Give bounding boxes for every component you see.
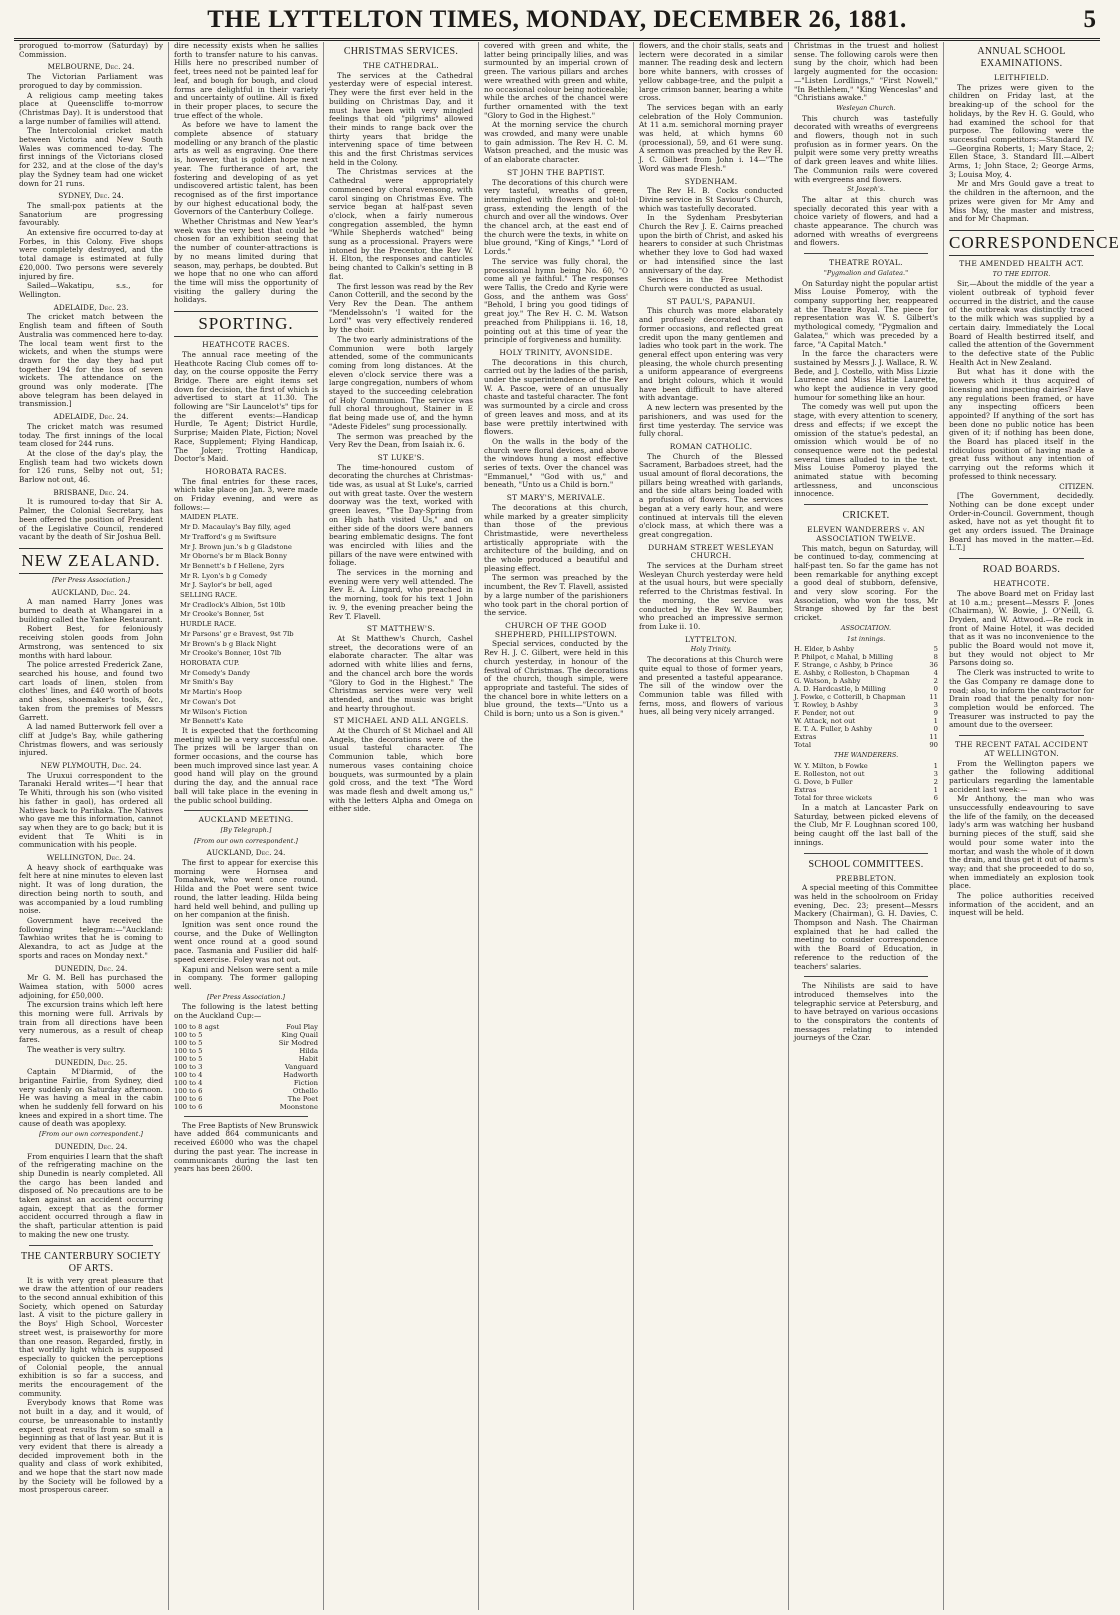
- paragraph: It is expected that the forthcoming meeting will be a very successful one. The prizes will be larger than on former occasions, and the course has been much improved since last year. A good hand will play on the ground during the day, and the annual race ball will take place in the evening in the public school building.: [174, 725, 318, 805]
- column-4: [479, 42, 634, 1610]
- row-value: 2: [933, 778, 938, 786]
- dateline: ADELAIDE, Dec. 24.: [53, 412, 129, 422]
- source-note: [From our own correspondent.]: [194, 836, 298, 845]
- article-heading: HOROBATA RACES.: [205, 466, 287, 476]
- paragraph: In a match at Lancaster Park on Saturday, between picked elevens of the Club, Mr F. Loughnan scored 100, being caught off the last ball of the innings.: [794, 803, 938, 847]
- paragraph: The Intercolonial cricket match between Victoria and New South Wales was commenced to-day. The first innings of the Victorians closed for 232, and at the close of the day's play the Sydney team had one wicket down for 21 runs.: [19, 126, 163, 188]
- row-value: Moonstone: [279, 1102, 318, 1111]
- dateline: DUNEDIN, Dec. 24.: [54, 1141, 128, 1151]
- entry-line: Mr Parsons' gr e Bravest, 9st 7lb: [180, 629, 294, 638]
- row-label: 100 to 3: [174, 1062, 203, 1071]
- paragraph: A religious camp meeting takes place at Queenscliffe to-morrow (Christmas Day). It is understood that a large number of families will attend.: [19, 90, 163, 126]
- paragraph: The Christmas services at the Cathedral were appropriately commenced by choral evensong, with carol singing on Christmas Eve. The service began at half-past seven o'clock, when a fairly numerous congregation assembled, the hymn "While Shepherds watched" being sung as a processional. Prayers were intoned by the Precentor, the Rev W. H. Elton, the responses and canticles being chanted to Calkin's setting in B flat.: [329, 167, 473, 281]
- dateline: DUNEDIN, Dec. 25.: [54, 1057, 128, 1067]
- section-heading: CORRESPONDENCE: [949, 230, 1094, 256]
- divider: [804, 976, 928, 977]
- column-3: [324, 42, 479, 1610]
- row-label: 100 to 5: [174, 1046, 203, 1055]
- table-row: [174, 1047, 318, 1055]
- paragraph: Captain M'Diarmid, of the brigantine Fairlie, from Sydney, died very suddenly on Saturday afternoon. He was having a meal in the cabin when he suddenly fell forward on his knees and expired in a short time. The cause of death was apoplexy.: [19, 1067, 163, 1129]
- entry-line: Mr Brown's b g Black Night: [180, 639, 277, 648]
- source-note: [Per Press Association.]: [207, 992, 285, 1001]
- row-value: 0: [933, 725, 938, 734]
- paragraph: Whether Christmas and New Year's week was the very best that could be chosen for an exhibition seeing that the number of counter-attractions is by no means limited during that season, may, perhaps, be doubted. But we hope that no one who can afford the time will miss the opportunity of visiting the gallery during the holidays.: [174, 217, 318, 305]
- column-2: [169, 42, 324, 1610]
- divider: [959, 558, 1084, 559]
- row-value: 6: [933, 794, 938, 802]
- paragraph: A lad named Butterwork fell over a cliff at Judge's Bay, while gathering Christmas flowers, and was seriously injured.: [19, 722, 163, 758]
- article-heading: THE CATHEDRAL.: [363, 61, 439, 70]
- paragraph: The decorations in this church, carried out by the ladies of the parish, under the superintendence of the Rev W. A. Pascoe, were of an unusually chaste and tasteful character. The font was surmounted by a circle and cross of green leaves and moss, and at its base were prettily intertwined with flowers.: [484, 357, 628, 437]
- entry-line: Mr Wilson's Fiction: [180, 707, 248, 716]
- paragraph: This church was tastefully decorated with wreaths of evergreens and flowers, though not in such profusion as in former years. On the pulpit were some very pretty wreaths of dark green leaves and white lilies. The Communion rails were covered with evergreens and flowers.: [794, 113, 938, 184]
- row-value: 36: [929, 661, 938, 670]
- paragraph: A man named Harry Jones was burned to death at Whangarei in a building called the Yankee Restaurant.: [19, 597, 163, 624]
- paragraph: dire necessity exists when he sallies forth to transfer nature to his canvas. Hills here no prescribed number of feet, trees need not be painted leaf for leaf, and bough for bough, and cloud forms are delightful in their variety and uncertainty of outline. All is fixed in their proper places, to secure the true effect of the whole.: [174, 41, 318, 120]
- article-heading: ELEVEN WANDERERS v. AN ASSOCIATION TWELVE.: [807, 525, 925, 543]
- table-row: [174, 1055, 318, 1063]
- row-label: 100 to 5: [174, 1030, 203, 1039]
- table-row: [794, 725, 938, 733]
- divider: [184, 810, 308, 811]
- divider: [959, 735, 1084, 736]
- paragraph: [The Government, decidedly. Nothing can be done except under Order-in-Council. Government, though asked, have not as yet thought fit to get any orders issued. The Drainage Board has moved in the matter.—Ed. L.T.]: [949, 491, 1094, 553]
- row-label: 100 to 5: [174, 1054, 203, 1063]
- article-heading: PREBBLETON.: [835, 873, 897, 883]
- row-value: 11: [929, 733, 938, 742]
- paragraph: This match, begun on Saturday, will be continued to-day, commencing at half-past ten. So far the game has not been remarkable for anything except a good deal of stubborn, defensive, and very slow scoring. For the Association, who won the toss, Mr Strange showed by far the best cricket.: [794, 543, 938, 623]
- entry-line: Mr J. Brown jun.'s b g Gladstone: [180, 542, 292, 551]
- paragraph: Christmas in the truest and holiest sense. The following carols were then sung by the choir, which had been largely augmented for the occasion:—"Listen Lordlings," "First Nowell," "In Bethlehem," "King Wenceslas" and "Christians awake.": [794, 41, 938, 103]
- paragraph: Mr G. M. Bell has purchased the Waimea station, with 5000 acres adjoining, for £50,000.: [19, 973, 163, 1000]
- entry-line: Mr Cradlock's Albion, 5st 10lb: [180, 600, 286, 609]
- row-label: W. Attack, not out: [794, 717, 856, 726]
- table-row: [794, 778, 938, 786]
- scorecard-table: [794, 645, 938, 749]
- paragraph: Mr Anthony, the man who was unsuccessfully endeavouring to save the life of the family, on the deceased lady's arm was watching her husband burning pieces of the stuff, said she would pour some water into the mortar, and wash the whole of it down the drain, and thus get it out of harm's way; and that she proceeded to do so, when immediately an explosion took place.: [949, 794, 1094, 891]
- article-heading: CHURCH OF THE GOOD SHEPHERD, PHILLIPSTOWN.: [494, 621, 618, 639]
- paragraph: A special meeting of this Committee was held in the schoolroom on Friday evening, Dec. 23; present—Messrs Mackery (Chairman), G. H. Davies, C. Thompson and Nash. The Chairman explained that he had called the meeting to consider correspondence with the Board of Education, in reference to the reduction of the teachers' salaries.: [794, 883, 938, 971]
- dateline: SYDNEY, Dec. 24.: [58, 191, 124, 201]
- article-heading: ST MICHAEL AND ALL ANGELS.: [333, 716, 469, 726]
- row-value: Habit: [298, 1054, 318, 1063]
- row-label: E. Rolleston, not out: [794, 770, 865, 778]
- article-heading: ST MARY'S, MERIVALE.: [506, 493, 606, 503]
- row-label: P. Philpot, c Mahal, b Milling: [794, 653, 894, 662]
- paragraph: Mr and Mrs Gould gave a treat to the children in the afternoon, and the prizes were given for Mr Amy and Miss May, the master and mistress, and for Mr Chapman.: [949, 179, 1094, 224]
- table-row: [794, 701, 938, 709]
- paragraph: At the morning service the church was crowded, and many were unable to gain admission. The Rev H. C. M. Watson preached, and the music was of an elaborate character.: [484, 120, 628, 165]
- paragraph: The Church of the Blessed Sacrament, Barbadoes street, had the usual amount of floral decorations, the pillars being wreathed with garlands, and the side altars being loaded with a profusion of flowers. The services began at a very early hour, and were continued at intervals till the eleven o'clock mass, at which there was a great congregation.: [639, 451, 783, 539]
- paragraph: The time-honoured custom of decorating the churches at Christmas-tide was, as usual at St Luke's, carried out with great taste. Over the western doorway was the text, worked with green leaves, "The Day-Spring from on High hath visited Us," and on either side of the doors were banners bearing emblematic designs. The font was encircled with lilies and the pillars of the nave were entwined with foliage.: [329, 462, 473, 568]
- divider: [184, 1116, 308, 1117]
- table-row: [794, 677, 938, 685]
- paragraph: The Nihilists are said to have introduced themselves into the telegraphic service at Petersburg, and to have betrayed on various occasions to the conspirators the contents of messages relating to intended journeys of the Czar.: [794, 981, 938, 1043]
- table-row: [794, 733, 938, 741]
- row-label: Total for three wickets: [794, 794, 872, 802]
- signature: CITIZEN.: [1059, 481, 1094, 491]
- row-value: Othello: [292, 1086, 318, 1095]
- row-value: Foul Play: [286, 1022, 318, 1031]
- paragraph: The Rev H. B. Cocks conducted Divine service in St Saviour's Church, which was tastefully decorated.: [639, 186, 783, 213]
- subheading: St Joseph's.: [846, 185, 886, 194]
- table-row: [794, 653, 938, 661]
- paragraph: Ignition was sent once round the course, and the Duke of Wellington went once round at a good sound pace. Tasmania and Fusilier did half-speed exercise. Foley was not out.: [174, 919, 318, 964]
- paragraph: The Clerk was instructed to write to the Gas Company re damage done to road; also, to inform the contractor for Drain road that the penalty for non-completion would be enforced. The Treasurer was instructed to pay the amount due to the overseer.: [949, 668, 1094, 730]
- entry-line: HOROBATA CUP.: [180, 659, 240, 667]
- article-heading: LEITHFIELD.: [993, 73, 1049, 82]
- dateline: WELLINGTON, Dec. 24.: [46, 853, 136, 863]
- row-value: King Quail: [281, 1030, 318, 1039]
- paragraph: Government have received the following telegram:—"Auckland: Tawhiao writes that he is coming to Alexandra, to act as Judge at the sports and races on Monday next.": [19, 915, 163, 960]
- paragraph: The two early administrations of the Communion were both largely attended, some of the communicants coming from long distances. At the eleven o'clock service there was a large congregation, numbers of whom stayed to the succeeding celebration of Holy Communion. The service was full choral throughout, Stainer in E flat being made use of, and the hymn "Adeste Fideles" sung processionally.: [329, 334, 473, 431]
- table-row: [174, 1063, 318, 1071]
- paragraph: A heavy shock of earthquake was felt here at nine minutes to eleven last night. It was of long duration, the direction being north to south, and was accompanied by a loud rumbling noise.: [19, 862, 163, 916]
- paragraph: A new lectern was presented by the parishioners, and was used for the first time yesterday. The service was fully choral.: [639, 403, 783, 439]
- table-row: [174, 1039, 318, 1047]
- table-row: [794, 741, 938, 749]
- row-value: 1: [933, 717, 938, 726]
- entry-line: Mr Bennett's Kate: [180, 717, 244, 726]
- table-row: [794, 661, 938, 669]
- row-label: F. Strange, c Ashby, b Prince: [794, 661, 893, 670]
- section-heading: ROAD BOARDS.: [982, 564, 1061, 576]
- paragraph: The service was fully choral, the processional hymn being No. 60, "O come all ye faithful." The responses were Tallis, the Credo and Kyrie were Goss, and the anthem was Goss' "Behold, I bring you good tidings of great joy." The Rev H. C. M. Watson preached from Philippians ii. 16, 18, pointing out at this time of year the principle of forgiveness and humility.: [484, 256, 628, 345]
- row-value: The Poet: [287, 1094, 318, 1103]
- paragraph: Sailed—Wakatipu, s.s., for Wellington.: [19, 281, 163, 299]
- table-row: [794, 762, 938, 770]
- paragraph: The prizes were given to the children on Friday last, at the breaking-up of the school for the holidays, by the Rev H. G. Gould, who had examined the school for that purpose. The following were the successful competitors:—Standard IV.—Georgina Roberts, 1; Mary Stace, 2; Ellen Stace, 3. Standard III.—Albert Arms, 1; John Stace, 2; George Arms, 3; Louisa Moy, 4.: [949, 82, 1094, 179]
- paragraph: The cricket match was resumed today. The first innings of the local team closed for 244 runs.: [19, 421, 163, 449]
- subheading: Wesleyan Church.: [836, 103, 896, 112]
- table-row: [794, 717, 938, 725]
- paragraph: Services in the Free Methodist Church were conducted as usual.: [639, 275, 783, 293]
- section-heading: CRICKET.: [842, 510, 890, 522]
- paragraph: covered with green and white, the latter being principally lilies, and was surmounted by an imperial crown of green. The various pillars and arches were wreathed with green and white, no occasional colour being noticeable; while the arches of the chancel were further ornamented with the text "Glory to God in the Highest.": [484, 41, 628, 120]
- paragraph: Everybody knows that Rome was not built in a day, and it would, of course, be unreasonable to instantly expect great results from so small a beginning as that of last year. But it is very evident that there is already a decided improvement both in the quality and class of work exhibited, and we hope that the start now made by the Society will be followed by a most prosperous career.: [19, 1398, 163, 1495]
- paragraph: The services began with an early celebration of the Holy Communion. At 11 a.m. semichoral morning prayer was held, at which hymns 60 (processional), 59, and 61 were sung. A sermon was preached by the Rev H. J. C. Gilbert from John i. 14—"The Word was made Flesh.": [639, 102, 783, 173]
- row-label: 100 to 6: [174, 1102, 203, 1111]
- table-row: [174, 1079, 318, 1087]
- section-heading: SCHOOL COMMITTEES.: [808, 858, 924, 870]
- paragraph: Robert Best, for feloniously receiving stolen goods from John Armstrong, was sentenced to six months with hard labour.: [19, 624, 163, 660]
- table-row: [174, 1023, 318, 1031]
- dateline: ADELAIDE, Dec. 23.: [53, 302, 129, 312]
- article-heading: DURHAM STREET WESLEYAN CHURCH.: [648, 542, 774, 561]
- dateline: AUCKLAND, Dec. 24.: [51, 587, 131, 597]
- divider: [804, 853, 928, 854]
- article-heading: LYTTELTON.: [684, 634, 738, 644]
- article-heading: HOLY TRINITY, AVONSIDE.: [499, 347, 613, 357]
- paragraph: The first lesson was read by the Rev Canon Cotterill, and the second by the Very Rev the Dean. The anthem "Mendelssohn's 'I waited for the Lord'" was very effectively rendered by the choir.: [329, 281, 473, 335]
- entries-list: [174, 513, 318, 725]
- table-row: [794, 685, 938, 693]
- entry-line: Mr Martin's Hoop: [180, 688, 242, 697]
- page-number: 5: [1083, 6, 1096, 33]
- row-value: Vanguard: [284, 1062, 318, 1071]
- row-value: Hadworth: [283, 1070, 318, 1079]
- paragraph: The annual race meeting of the Heathcote Racing Club comes off to-day, on the course opposite the Ferry Bridge. There are eight items set down for decision, the first of which is advertised to start at 11.30. The following are "Sir Launcelot's" tips for the different events:—Handicap Hurdle, Te Agent; District Hurdle, Surprise; Maiden Plate, Fiction; Novel Race, Supplement; Flying Handicap, The Joker; Trotting Handicap, Doctor's Maid.: [174, 349, 318, 464]
- paragraph: The decorations at this church, while marked by a greater simplicity than those of the previous Christmastide, were nevertheless artistically appropriate with the architecture of the building, and on the whole produced a beautiful and pleasing effect.: [484, 502, 628, 573]
- article-heading: THEATRE ROYAL.: [829, 258, 903, 268]
- entry-line: Mr Crooke's Bonner, 10st 7lb: [180, 649, 282, 658]
- table-row: [794, 709, 938, 717]
- entry-line: Mr Comedy's Dandy: [180, 668, 250, 677]
- table-row: [174, 1071, 318, 1079]
- source-note: [By Telegraph.]: [220, 825, 272, 834]
- article-heading: ST MATTHEW'S.: [366, 624, 436, 634]
- row-value: 8: [933, 653, 938, 662]
- column-6: [789, 42, 944, 1610]
- paragraph: The police arrested Frederick Zane, searched his house, and found two cart loads of linen, stolen from clothes' lines, and £40 worth of boots and shoes, shoemaker's tools, &c., taken from the premises of Messrs Garrett.: [19, 660, 163, 722]
- entry-line: Mr Bennett's b f Hellene, 2yrs: [180, 561, 285, 570]
- row-label: 100 to 8 agst: [174, 1022, 220, 1031]
- paragraph: At St Matthew's Church, Cashel street, the decorations were of an elaborate character. The altar was adorned with white lilies and ferns, and the chancel arch bore the words "Glory to God in the Highest." The Christmas services were very well attended, and the music was bright and hearty throughout.: [329, 634, 473, 713]
- entry-line: SELLING RACE.: [180, 591, 238, 600]
- row-label: E. Ashby, c Rolleston, b Chapman: [794, 669, 910, 678]
- row-label: 100 to 5: [174, 1038, 203, 1047]
- divider: [804, 504, 928, 505]
- row-value: 9: [933, 709, 938, 718]
- paragraph: But what has it done with the powers which it thus acquired of licensing and inspecting dairies? Have any regulations been framed, or have any inspecting officers been appointed? If anything of the sort has been done no public notice has been given of it; if nothing has been done, the Board has placed itself in the ridiculous position of having made a great fuss without any intention of carrying out the reforms which it professed to think necessary.: [949, 367, 1094, 481]
- table-row: [174, 1095, 318, 1103]
- paragraph: This church was more elaborately and profusely decorated than on former occasions, and reflected great credit upon the many gentlemen and ladies who took part in the work. The general effect upon entering was very pleasing, the whole church presenting a uniform appearance of evergreens and bright colours, which it would have been difficult to have altered with advantage.: [639, 306, 783, 403]
- paragraph: The decorations at this Church were quite equal to those of former years, and presented a tasteful appearance. The sill of the window over the Communion table was filled with ferns, moss, and flowers of various hues, all being very nicely arranged.: [639, 655, 783, 717]
- divider: [804, 253, 928, 254]
- paragraph: The Victorian Parliament was prorogued to day by commission.: [19, 72, 163, 90]
- article-heading: HEATHCOTE RACES.: [202, 340, 290, 350]
- paragraph: Kapuni and Nelson were sent a mile in company. The former galloping well.: [174, 964, 318, 991]
- dateline: NEW PLYMOUTH, Dec. 24.: [40, 761, 142, 771]
- entry-line: Mr Smith's Bay: [180, 678, 234, 687]
- row-value: Hilda: [299, 1046, 318, 1055]
- paragraph: The following is the latest betting on the Auckland Cup:—: [174, 1002, 318, 1021]
- row-label: G. Watson, b Ashby: [794, 677, 861, 686]
- column-5: [634, 42, 789, 1610]
- article-heading: ROMAN CATHOLIC.: [669, 441, 753, 451]
- row-value: 5: [933, 645, 938, 654]
- row-label: H. Elder, b Ashby: [794, 645, 855, 654]
- row-value: 2: [933, 677, 938, 686]
- paragraph: The cricket match between the English team and fifteen of South Australia was commenced here to-day. The local team went first to the wickets, and when the stumps were drawn for the day they had put together 194 for the loss of seven wickets. The attendance on the ground was only moderate. [The above telegram has been delayed in transmission.]: [19, 312, 163, 409]
- paragraph: The sermon was preached by the incumbent, the Rev T. Flavell, assisted by a large number of the parishioners who took part in the choral portion of the service.: [484, 573, 628, 618]
- article-heading: ST LUKE'S.: [377, 452, 425, 462]
- row-value: Sir Modred: [278, 1038, 318, 1047]
- article-heading: AUCKLAND MEETING.: [198, 815, 294, 825]
- table-row: [794, 693, 938, 701]
- paragraph: The small-pox patients at the Sanatorium are progressing favourably.: [19, 200, 163, 228]
- paragraph: The above Board met on Friday last at 10 a.m.; present—Messrs F. Jones (Chairman), W. Bowie, J. O'Neill, G. Dryden, and W. Attwood.—Re rock in front of Maine Hotel, it was decided that as it was no inconvenience to the public the Board would not move it, but they would not object to Mr Parsons doing so.: [949, 588, 1094, 668]
- table-row: [174, 1031, 318, 1039]
- row-label: Extras: [794, 733, 817, 742]
- table-row: [794, 645, 938, 653]
- scorecard-heading: ASSOCIATION.: [840, 623, 892, 632]
- row-label: W. Y. Milton, b Fowke: [794, 762, 868, 770]
- paragraph: The Uruxui correspondent to the Taranaki Herald writes—"I hear that Te Whiti, through his son (who visited his father in gaol), has ordered all Natives back to Parihaka. The Natives who gave me this information, cannot say when they are to go back; but it is evident that Te Whiti is in communication with his people.: [19, 770, 163, 850]
- divider: [29, 1245, 153, 1246]
- row-value: 11: [929, 693, 938, 702]
- paragraph: From enquiries I learn that the shaft of the refrigerating machine on the ship Dunedin is nearly completed. All the cargo has been landed and disposed of. No precautions are to be taken against an accident occurring again, except that as the former accident occurred through a flaw in the shaft, particular attention is paid to making the new one trusty.: [19, 1151, 163, 1239]
- article-heading: SYDENHAM.: [684, 176, 738, 186]
- entry-line: Mr R. Lyon's b g Comedy: [180, 571, 268, 580]
- dateline: DUNEDIN, Dec. 24.: [54, 963, 128, 973]
- row-label: 100 to 4: [174, 1078, 203, 1087]
- subheading: Holy Trinity.: [690, 645, 732, 654]
- paragraph: The services at the Cathedral yesterday were of especial interest. They were the first ever held in the building on Christmas Day, and it must have been with very mingled feelings that old "pilgrims" allowed their minds to range back over the thirty years that bridge the intervening space of time between this and the first Christmas services held in the Colony.: [329, 70, 473, 167]
- paragraph: The final entries for these races, which take place on Jan. 3, were made on Friday evening, and were as follows:—: [174, 476, 318, 512]
- source-note: [From our own correspondent.]: [39, 1130, 143, 1139]
- dateline: AUCKLAND, Dec. 24.: [206, 848, 286, 858]
- table-row: [174, 1087, 318, 1095]
- scorecard-subheading: 1st innings.: [846, 634, 886, 643]
- paragraph: The Free Baptists of New Brunswick have added 864 communicants and received £6000 who was the chapel during the past year. The increase in communicants during the last ten years has been 2600.: [174, 1120, 318, 1174]
- row-value: 4: [933, 669, 938, 678]
- paragraph: The first to appear for exercise this morning were Hornsea and Tomahawk, who went once round. Hilda and the Poet were sent twice round, the latter leading. Hilda being hard held well behind, and pulling up on her companion at the finish.: [174, 858, 318, 920]
- paragraph: The police authorities received information of the accident, and an inquest will be held.: [949, 891, 1094, 918]
- paragraph: flowers, and the choir stalls, seats and lectern were decorated in a similar manner. The reading desk and lectern bore white banners, with crosses of yellow cabbage-tree, and the pulpit a large crimson banner, bearing a white cross.: [639, 41, 783, 103]
- paragraph: It is with very great pleasure that we draw the attention of our readers to the second annual exhibition of this Society, which opened on Saturday last. A visit to the picture gallery in the Boys' High School, Worcester street west, is praiseworthy for more than one reason. Regarded, firstly, in that worldly light which is supposed especially to quicken the perceptions of Colonial people, the annual exhibition is so far a success, and merits the encouragement of the community.: [19, 1275, 163, 1398]
- paragraph: At the Church of St Michael and All Angels, the decorations were of the usual tasteful character. The Communion table, which bore numerous vases containing choice bouquets, was surmounted by a plain gold cross, and the text "The Word was made flesh and dwelt among us," with the letters Alpha and Omega on either side.: [329, 726, 473, 814]
- row-label: Extras: [794, 786, 817, 794]
- article-heading: HEATHCOTE.: [993, 579, 1050, 589]
- dateline: BRISBANE, Dec. 24.: [53, 487, 129, 497]
- row-value: 1: [933, 786, 938, 794]
- entry-line: Mr Cowan's Dot: [180, 697, 236, 706]
- row-label: J. Fowke, c Cotterill, b Chapman: [794, 693, 906, 702]
- table-row: [794, 786, 938, 794]
- article-heading: ST PAUL'S, PAPANUI.: [666, 296, 756, 306]
- row-label: T. Rowley, b Ashby: [794, 701, 858, 710]
- paragraph: The comedy was well put upon the stage, with every attention to scenery, dress and effects; if we except the omission of the statue's pedestal, an omission which would be of no consequence were not the pedestal several times alluded to in the text. Miss Louise Pomeroy played the animated statue with becoming artlessness, and unconscious innocence.: [794, 402, 938, 499]
- paragraph: An extensive fire occurred to-day at Forbes, in this Colony. Five shops were completely destroyed, and the total damage is estimated at fully £20,000. Two persons were severely injured by fire.: [19, 228, 163, 281]
- article-heading: THE AMENDED HEALTH ACT.: [959, 258, 1084, 268]
- entry-line: Mr Trafford's g m Swiftsure: [180, 532, 277, 541]
- article-heading: THE RECENT FATAL ACCIDENT AT WELLINGTON.: [954, 740, 1089, 758]
- row-value: 1: [933, 762, 938, 770]
- entry-line: Mr D. Macaulay's Bay filly, aged: [180, 523, 291, 532]
- row-label: G. Dove, b Fuller: [794, 778, 853, 786]
- paragraph: prorogued to-morrow (Saturday) by Commission.: [19, 41, 163, 59]
- row-value: 3: [933, 770, 938, 778]
- paragraph: The altar at this church was specially decorated this year with a choice variety of flowers, and had a chaste appearance. The church was adorned with wreaths of evergreens and flowers.: [794, 194, 938, 248]
- paragraph: It is rumoured to-day that Sir A. Palmer, the Colonial Secretary, has been offered the position of President of the Legislative Council, rendered vacant by the death of Sir Joshua Bell.: [19, 497, 163, 542]
- source-note: [Per Press Association.]: [52, 575, 130, 584]
- table-row: [794, 669, 938, 677]
- scorecard-table: [794, 762, 938, 802]
- article-heading: THE CANTERBURY SOCIETY OF ARTS.: [20, 1250, 162, 1274]
- scorecard-heading: THE WANDERERS.: [833, 751, 899, 760]
- paragraph: The services at the Durham street Wesleyan Church yesterday were held at the usual hours, but were specially referred to the Christmas festival. In the morning, the service was conducted by the Rev W. Baumber, who preached an impressive sermon from Luke ii. 10.: [639, 561, 783, 631]
- table-row: [174, 1103, 318, 1111]
- betting-table: [174, 1023, 318, 1111]
- paragraph: The weather is very sultry.: [27, 1044, 126, 1054]
- row-value: 90: [929, 741, 938, 750]
- entry-line: Mr J. Saylor's br bell, aged: [180, 581, 273, 590]
- paragraph: On the walls in the body of the church were floral devices, and above the windows hung a most effective series of texts. Over the chancel was "Emmanuel," "God with us," and beneath, "Unto us a Child is born.": [484, 436, 628, 490]
- paragraph: Sir,—About the middle of the year a violent outbreak of typhoid fever occurred in the district, and the cause of the outbreak was distinctly traced to the milk which was supplied by a certain dairy. Immediately the Local Board of Health bestirred itself, and called the attention of the Government to the defective state of the Public Health Act in New Zealand.: [949, 279, 1094, 367]
- paragraph: At the close of the day's play, the English team had two wickets down for 126 runs, Selby not out, 51; Barlow not out, 46.: [19, 448, 163, 485]
- paragraph: The decorations of this church were very tasteful, wreaths of green, intermingled with flowers and tol-tol grass, extending the length of the church and over all the windows. Over the chancel arch, at the east end of the church were the texts, in white on blue ground, "King of Kings," "Lord of Lords.": [484, 177, 628, 257]
- paragraph: From the Wellington papers we gather the following additional particulars regarding the lamentable accident last week:—: [949, 758, 1094, 794]
- paragraph: The excursion trains which left here this morning were full. Arrivals by train from all directions have been very numerous, as a result of cheap fares.: [19, 1000, 163, 1045]
- column-7: [944, 42, 1120, 1610]
- row-label: 100 to 6: [174, 1094, 203, 1103]
- row-label: E. T. A. Fuller, b Ashby: [794, 725, 873, 734]
- row-label: 100 to 4: [174, 1070, 203, 1079]
- paragraph: In the Sydenham Presbyterian Church the Rev J. E. Cairns preached upon the birth of Christ, and asked his hearers to consider at such Christmas whether they love to God had waxed or had intensified since the last anniversary of the day.: [639, 213, 783, 275]
- paragraph: On Saturday night the popular artist Miss Louise Pomeroy, with the company supporting her, reappeared at the Theatre Royal. The piece for representation was W. S. Gilbert's mythological comedy, "Pygmalion and Galatea," which was preceded by a farce, "A Capital Match.": [794, 278, 938, 349]
- entry-line: Mr Crooke's Bonner, 5st: [180, 610, 264, 619]
- row-value: 3: [933, 701, 938, 710]
- paragraph: Special services, conducted by the Rev H. J. C. Gilbert, were held in this church yesterday, in honour of the festival of Christmas. The decorations of the church, though simple, were appropriate and tasteful. The sides of the chancel bore in white letters on a blue ground, the texts—"Unto us a Child is born; unto us a Son is given.": [484, 639, 628, 719]
- row-label: Total: [794, 741, 812, 750]
- section-heading: SPORTING.: [174, 311, 318, 337]
- subheading: "Pygmalion and Galatea.": [823, 268, 909, 277]
- newspaper-title: THE LYTTELTON TIMES, MONDAY, DECEMBER 26, 1881.: [207, 6, 907, 33]
- entry-line: MAIDEN PLATE.: [180, 513, 239, 522]
- article-heading: ST JOHN THE BAPTIST.: [507, 167, 605, 177]
- row-label: A. D. Hardcastle, b Milling: [794, 685, 886, 694]
- column-1: [14, 42, 169, 1610]
- subheading: TO THE EDITOR.: [992, 269, 1051, 278]
- section-heading: NEW ZEALAND.: [19, 548, 163, 574]
- section-heading: ANNUAL SCHOOL EXAMINATIONS.: [977, 46, 1066, 69]
- row-value: Fiction: [293, 1078, 318, 1087]
- paragraph: The services in the morning and evening were very well attended. The Rev E. A. Lingard, who preached in the morning, took for his text 1 John iv. 9, the evening preacher being the Rev T. Flavell.: [329, 568, 473, 621]
- entry-line: HURDLE RACE.: [180, 620, 237, 629]
- paragraph: In the farce the characters were sustained by Messrs J. J. Wallace, R. W. Bede, and J. Costello, with Miss Lizzie Laurence and Miss Hattie Laurette, who kept the audience in very good humour for something like an hour.: [794, 349, 938, 402]
- paragraph: As before we have to lament the complete absence of statuary modelling or any branch of the plastic arts as well as engraving. One there is, however, that is golden hope next year. The furtherance of art, the fostering and developing of as yet undiscovered artistic talent, has been recognised as of the first importance by our highest educational body, the Governors of the Canterbury College.: [174, 120, 318, 217]
- row-value: 0: [933, 685, 938, 694]
- row-label: F. Pender, not out: [794, 709, 855, 718]
- columns: [14, 41, 1120, 1610]
- paragraph: The sermon was preached by the Very Rev the Dean, from Isaiah ix. 6.: [329, 431, 473, 450]
- table-row: [794, 794, 938, 802]
- dateline: MELBOURNE, Dec. 24.: [47, 62, 135, 72]
- table-row: [794, 770, 938, 778]
- section-heading: CHRISTMAS SERVICES.: [343, 46, 459, 57]
- row-label: 100 to 6: [174, 1086, 203, 1095]
- entry-line: Mr Oborne's br m Black Bonny: [180, 552, 287, 561]
- masthead: [14, 4, 1100, 41]
